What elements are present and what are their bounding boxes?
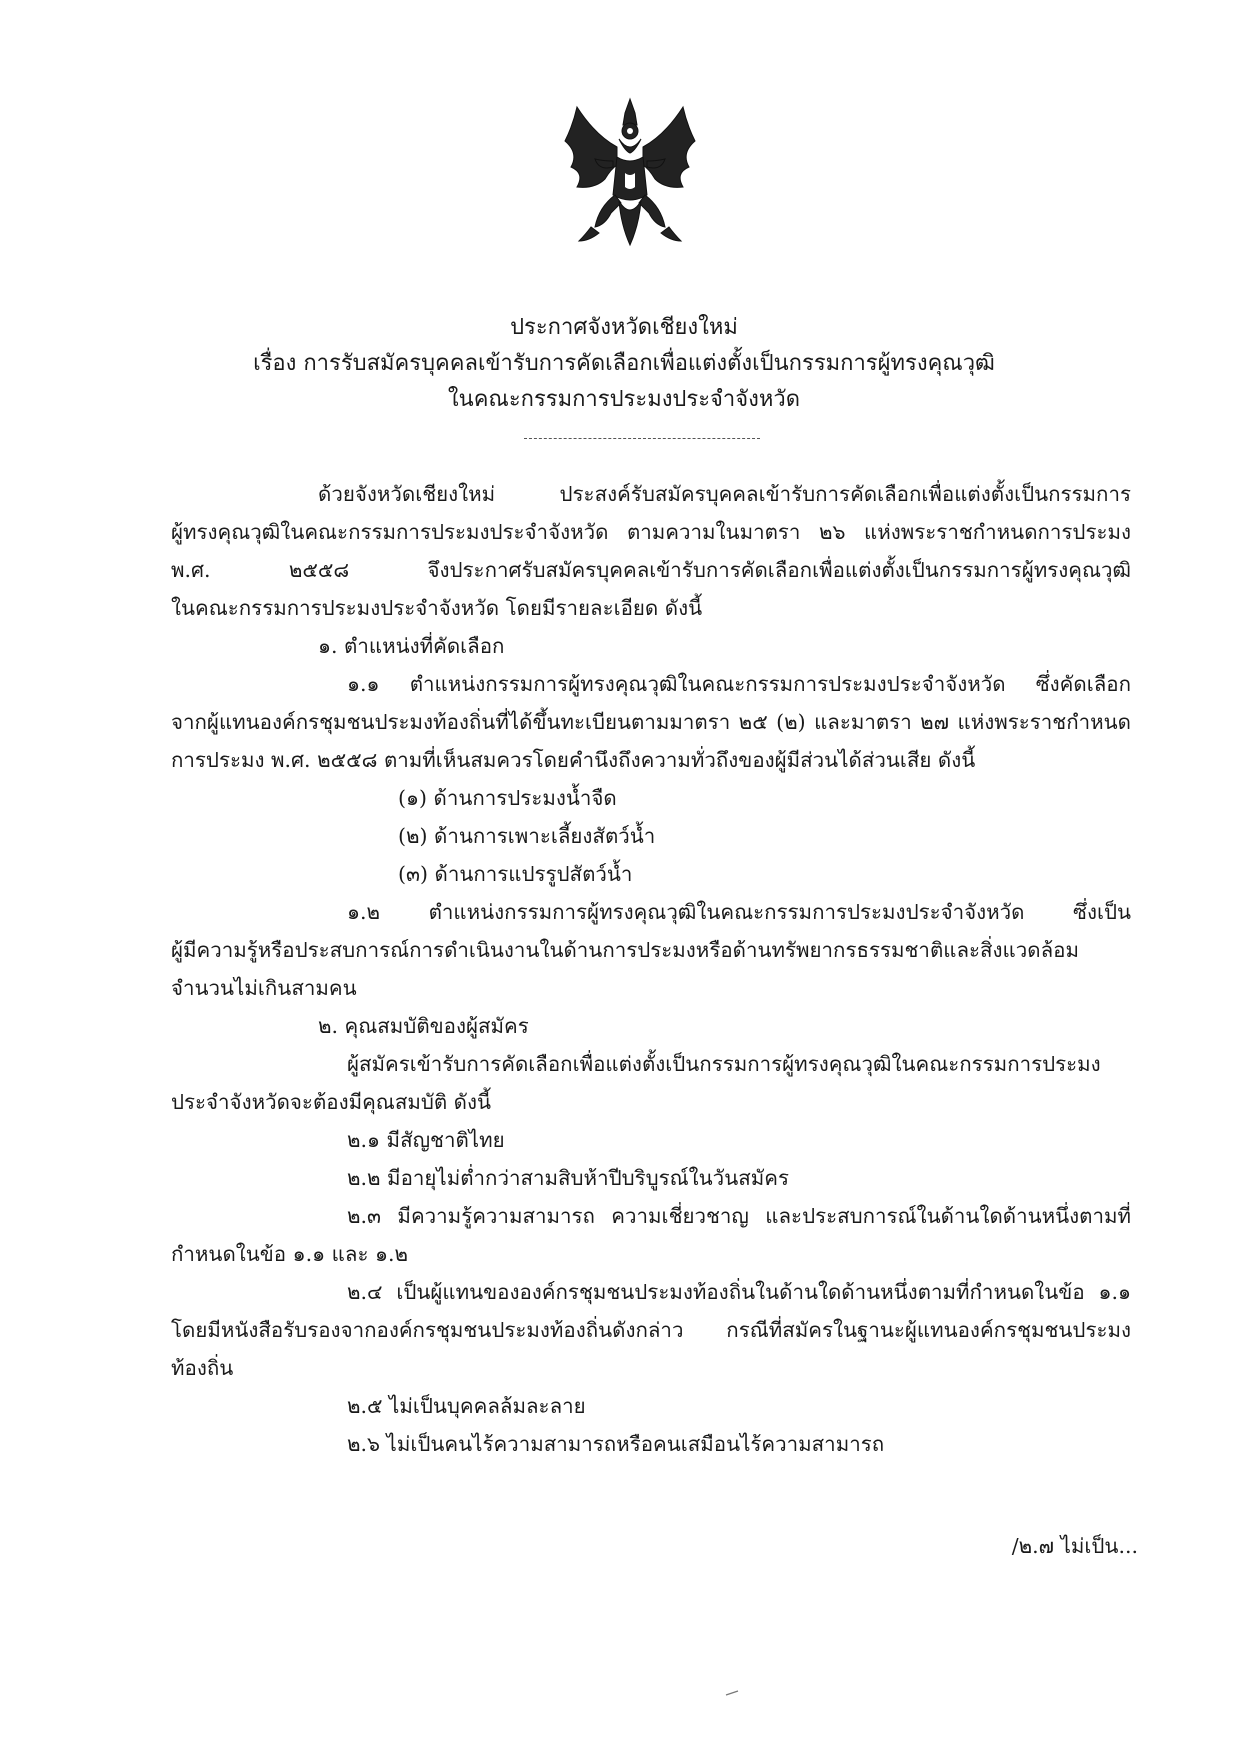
qualification-2-5: ๒.๕ ไม่เป็นบุคคลล้มละลาย xyxy=(347,1394,586,1418)
announcement-subject-continued: ในคณะกรรมการประมงประจำจังหวัด xyxy=(447,387,801,412)
document-header xyxy=(0,310,1248,418)
clause-1-1-line: ๑.๑ ตำแหน่งกรรมการผู้ทรงคุณวุฒิในคณะกรรมการประมงประจำจังหวัด ซึ่งคัดเลือก xyxy=(347,672,1131,696)
garuda-emblem-icon xyxy=(555,95,705,255)
intro-line: พ.ศ. ๒๕๕๘ จึงประกาศรับสมัครบุคคลเข้ารับการคัดเลือกเพื่อแต่งตั้งเป็นกรรมการผู้ทรงคุณวุฒิ xyxy=(171,558,1131,582)
header-divider xyxy=(524,438,760,439)
qualification-2-1: ๒.๑ มีสัญชาติไทย xyxy=(347,1128,505,1152)
intro-line: ด้วยจังหวัดเชียงใหม่ ประสงค์รับสมัครบุคคลเข้ารับการคัดเลือกเพื่อแต่งตั้งเป็นกรรมการ xyxy=(318,482,1131,506)
list-item: (๒) ด้านการเพาะเลี้ยงสัตว์น้ำ xyxy=(398,824,656,848)
list-item: (๓) ด้านการแปรรูปสัตว์น้ำ xyxy=(398,862,633,886)
clause-1-1-line: การประมง พ.ศ. ๒๕๕๘ ตามที่เห็นสมควรโดยคำนึงถึงความทั่วถึงของผู้มีส่วนได้ส่วนเสีย ดังนี้ xyxy=(171,748,976,772)
pen-mark-icon xyxy=(725,1690,739,1696)
qualification-2-6: ๒.๖ ไม่เป็นคนไร้ความสามารถหรือคนเสมือนไร้ความสามารถ xyxy=(347,1432,885,1456)
section-2-heading: ๒. คุณสมบัติของผู้สมัคร xyxy=(318,1014,529,1038)
qualification-2-3-line: กำหนดในข้อ ๑.๑ และ ๑.๒ xyxy=(171,1242,409,1266)
qualification-2-4-line: โดยมีหนังสือรับรองจากองค์กรชุมชนประมงท้องถิ่นดังกล่าว กรณีที่สมัครในฐานะผู้แทนองค์กรชุมชนประมง xyxy=(171,1318,1131,1342)
announcement-title: ประกาศจังหวัดเชียงใหม่ xyxy=(510,315,738,340)
qualification-2-4-line: ๒.๔ เป็นผู้แทนขององค์กรชุมชนประมงท้องถิ่นในด้านใดด้านหนึ่งตามที่กำหนดในข้อ ๑.๑ xyxy=(347,1280,1131,1304)
section-2-intro-line: ผู้สมัครเข้ารับการคัดเลือกเพื่อแต่งตั้งเป็นกรรมการผู้ทรงคุณวุฒิในคณะกรรมการประมง xyxy=(347,1052,1101,1076)
clause-1-2-line: ผู้มีความรู้หรือประสบการณ์การดำเนินงานในด้านการประมงหรือด้านทรัพยากรธรรมชาติและสิ่งแวดล้อม xyxy=(171,938,1079,962)
page-continuation: /๒.๗ ไม่เป็น... xyxy=(1011,1534,1138,1558)
qualification-2-4-line: ท้องถิ่น xyxy=(171,1356,234,1380)
clause-1-2-line: ๑.๒ ตำแหน่งกรรมการผู้ทรงคุณวุฒิในคณะกรรมการประมงประจำจังหวัด ซึ่งเป็น xyxy=(347,900,1131,924)
clause-1-2-line: จำนวนไม่เกินสามคน xyxy=(171,976,357,1000)
intro-line: ผู้ทรงคุณวุฒิในคณะกรรมการประมงประจำจังหวัด ตามความในมาตรา ๒๖ แห่งพระราชกำหนดการประมง xyxy=(171,520,1131,544)
clause-1-1-line: จากผู้แทนองค์กรชุมชนประมงท้องถิ่นที่ได้ขึ้นทะเบียนตามมาตรา ๒๕ (๒) และมาตรา ๒๗ แห่งพระราชกำหนด xyxy=(171,710,1131,734)
qualification-2-2: ๒.๒ มีอายุไม่ต่ำกว่าสามสิบห้าปีบริบูรณ์ในวันสมัคร xyxy=(347,1166,789,1190)
announcement-subject: เรื่อง การรับสมัครบุคคลเข้ารับการคัดเลือกเพื่อแต่งตั้งเป็นกรรมการผู้ทรงคุณวุฒิ xyxy=(253,351,995,376)
intro-line: ในคณะกรรมการประมงประจำจังหวัด โดยมีรายละเอียด ดังนี้ xyxy=(171,596,703,620)
section-2-intro-line: ประจำจังหวัดจะต้องมีคุณสมบัติ ดังนี้ xyxy=(171,1090,492,1114)
list-item: (๑) ด้านการประมงน้ำจืด xyxy=(398,786,617,810)
section-1-heading: ๑. ตำแหน่งที่คัดเลือก xyxy=(318,634,505,658)
qualification-2-3-line: ๒.๓ มีความรู้ความสามารถ ความเชี่ยวชาญ และประสบการณ์ในด้านใดด้านหนึ่งตามที่ xyxy=(347,1204,1131,1228)
